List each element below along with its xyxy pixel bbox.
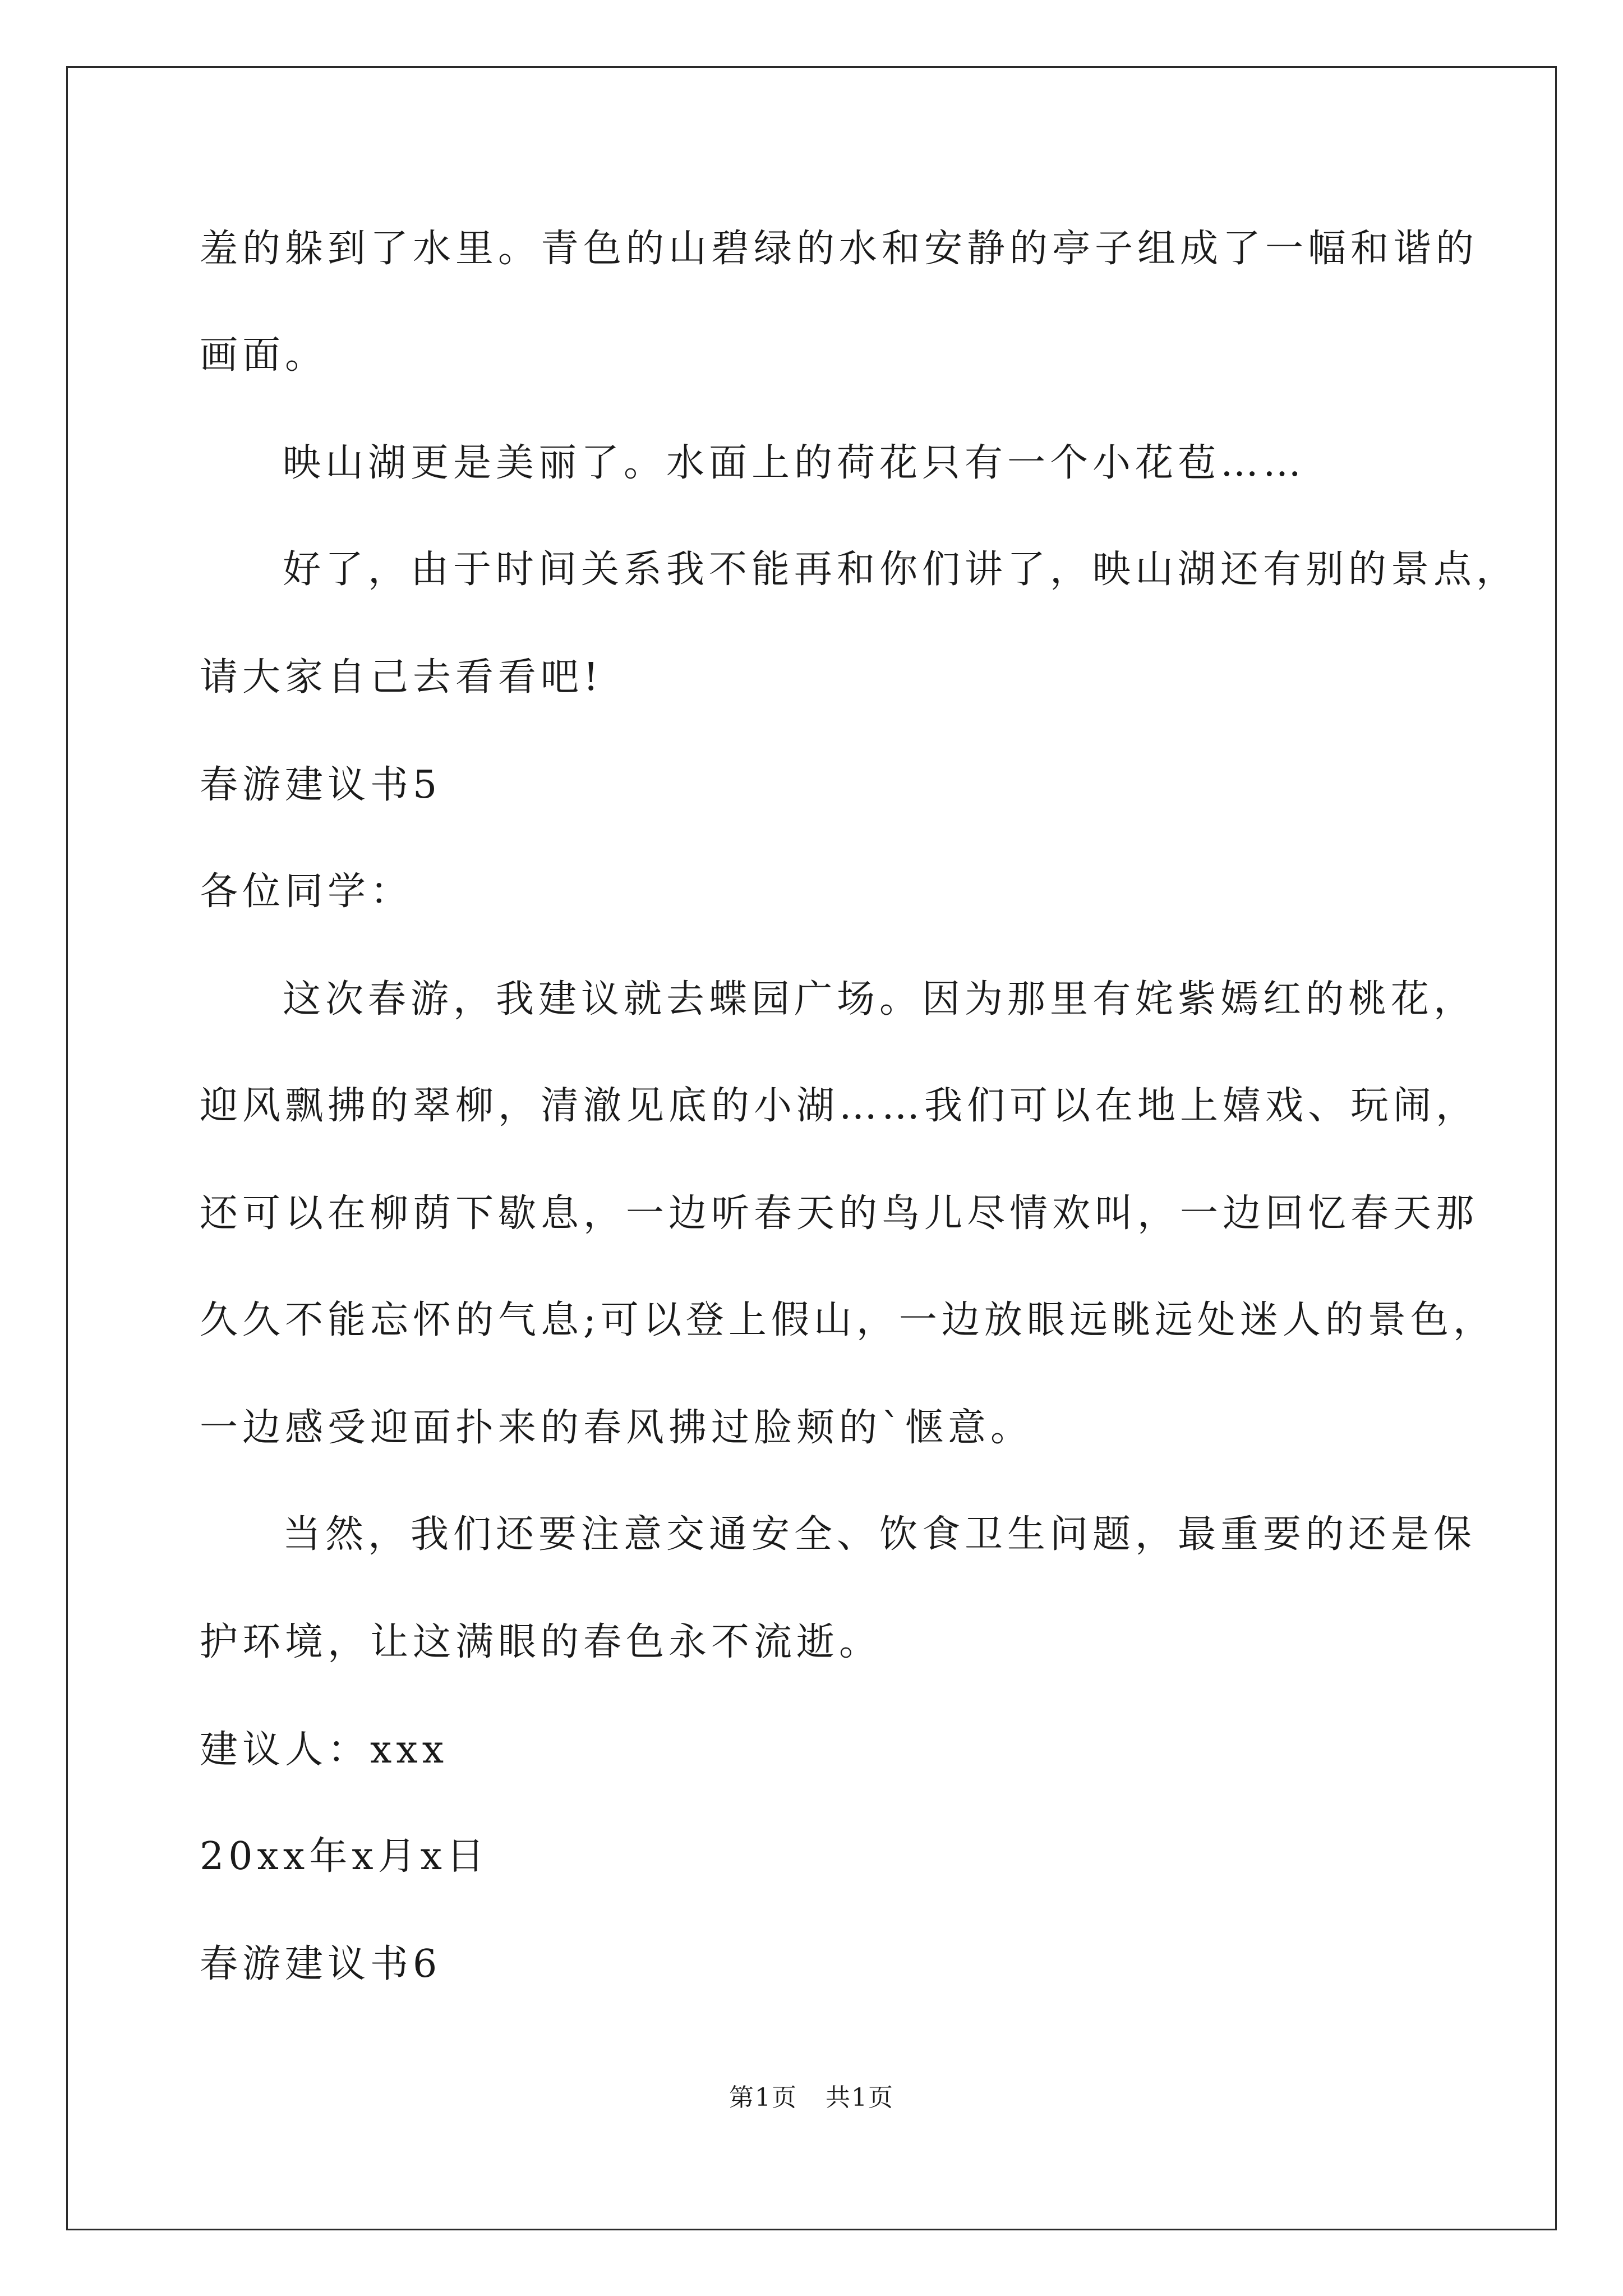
section-heading: 春游建议书6 (200, 1942, 442, 1986)
page-border (66, 66, 1557, 2230)
salutation: 各位同学： (200, 869, 413, 914)
paragraph-line: 还可以在柳荫下歇息，一边听春天的鸟儿尽情欢叫，一边回忆春天那 (200, 1191, 1479, 1236)
paragraph-line: 护环境，让这满眼的春色永不流逝。 (200, 1620, 882, 1664)
paragraph-line: 羞的躲到了水里。青色的山碧绿的水和安静的亭子组成了一幅和谐的 (200, 227, 1479, 271)
page-number: 第1页 (729, 2083, 797, 2112)
paragraph-line: 当然，我们还要注意交通安全、饮食卫生问题，最重要的还是保 (283, 1512, 1477, 1557)
paragraph-line: 好了，由于时间关系我不能再和你们讲了，映山湖还有别的景点， (283, 547, 1519, 592)
paragraph-line: 一边感受迎面扑来的春风拂过脸颊的`惬意。 (200, 1406, 1034, 1450)
signature-line: 建议人：xxx (200, 1728, 449, 1772)
paragraph-line: 久久不能忘怀的气息;可以登上假山，一边放眼远眺远处迷人的景色， (200, 1298, 1496, 1342)
page-total: 共1页 (826, 2083, 894, 2112)
page-footer (0, 2082, 1623, 2114)
paragraph-line: 画面。 (200, 333, 328, 378)
paragraph-line: 这次春游，我建议就去蝶园广场。因为那里有姹紫嫣红的桃花， (283, 977, 1477, 1022)
paragraph-line: 映山湖更是美丽了。水面上的荷花只有一个小花苞…… (283, 441, 1306, 485)
date-line: 20xx年x月x日 (200, 1834, 489, 1879)
paragraph-line: 迎风飘拂的翠柳，清澈见底的小湖……我们可以在地上嬉戏、玩闹， (200, 1084, 1479, 1128)
section-heading: 春游建议书5 (200, 763, 442, 807)
paragraph-line: 请大家自己去看看吧! (200, 655, 603, 700)
